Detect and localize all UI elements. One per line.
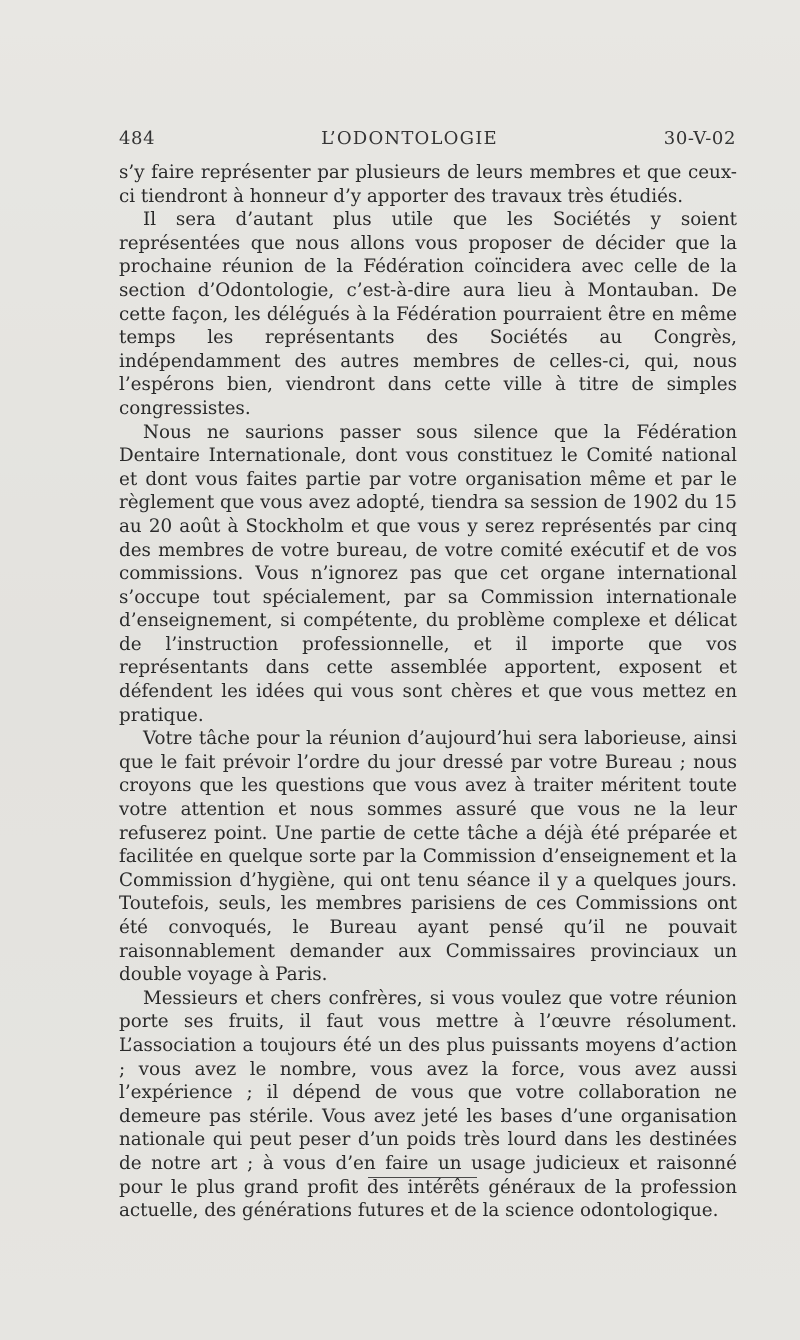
- paragraph: Messieurs et chers confrères, si vous voulez que votre réunion porte ses fruits, il faut vous mettre à l’œuvre résolument. L’association a toujours été un des plus puissants moyens d’action ; vous avez le nombre, vous avez la force, vous avez aussi l’expérience ; il dépend de vous que votre collaboration ne demeure pas stérile. Vous avez jeté les bases d’une organisation nationale qui peut peser d’un poids très lourd dans les destinées de notre art ; à vous d’en faire un usage judicieux et raisonné pour le plus grand profit des intérêts généraux de la profession actuelle, des générations futures et de la science odontologique.: [119, 987, 737, 1222]
- running-title: L’ODONTOLOGIE: [321, 128, 498, 149]
- paragraph: Votre tâche pour la réunion d’aujourd’hui sera laborieuse, ainsi que le fait prévoir l’ordre du jour dressé par votre Bureau ; nous croyons que les questions que vous avez à traiter méritent toute votre attention et nous sommes assuré que vous ne la leur refuserez point. Une partie de cette tâche a déjà été préparée et facilitée en quelque sorte par la Commission d’enseignement et la Commission d’hygiène, qui ont tenu séance il y a quelques jours. Toutefois, seuls, les membres parisiens de ces Commissions ont été convoqués, le Bureau ayant pensé qu’il ne pouvait raisonnablement demander aux Commissaires provinciaux un double voyage à Paris.: [119, 728, 737, 986]
- paragraph: Il sera d’autant plus utile que les Sociétés y soient représentées que nous allons vous proposer de décider que la prochaine réunion de la Fédération coïncidera avec celle de la section d’Odontologie, c’est-à-dire aura lieu à Montauban. De cette façon, les délégués à la Fédération pourraient être en même temps les représentants des Sociétés au Congrès, indépendamment des autres membres de celles-ci, qui, nous l’espérons bien, viendront dans cette ville à titre de simples congressistes.: [119, 209, 737, 419]
- paragraph-continued: s’y faire représenter par plusieurs de leurs membres et que ceux-ci tiendront à honneur d’y apporter des travaux très étudiés.: [119, 162, 737, 207]
- running-header: [119, 128, 736, 156]
- body-text: [119, 161, 737, 1223]
- paragraph: Nous ne saurions passer sous silence que la Fédération Dentaire Internationale, dont vous constituez le Comité national et dont vous faites partie par votre organisation même et par le règlement que vous avez adopté, tiendra sa session de 1902 du 15 au 20 août à Stockholm et que vous y serez représentés par cinq des membres de votre bureau, de votre comité exécutif et de vos commissions. Vous n’ignorez pas que cet organe international s’occupe tout spécialement, par sa Commission internationale d’enseignement, si compétente, du problème complexe et délicat de l’instruction professionnelle, et il importe que vos représentants dans cette assemblée apportent, exposent et défendent les idées qui vous sont chères et que vous mettez en pratique.: [119, 421, 737, 726]
- page-number: 484: [119, 128, 156, 149]
- section-end-rule: [368, 1177, 477, 1178]
- issue-date: 30-V-02: [663, 128, 736, 149]
